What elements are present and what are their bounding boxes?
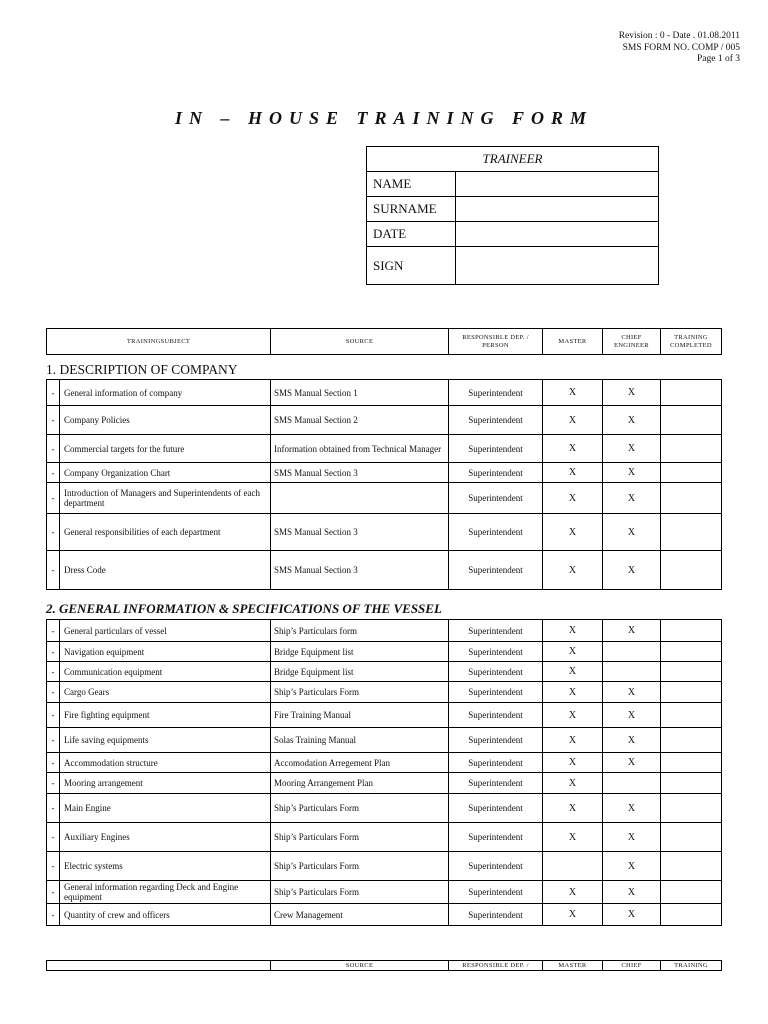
row-source: SMS Manual Section 3 [271, 463, 449, 483]
trainee-table [366, 146, 659, 285]
row-subject: Dress Code [60, 551, 271, 590]
trainee-sign-field[interactable] [456, 247, 659, 285]
trainee-date-field[interactable] [456, 222, 659, 247]
row-subject: Quantity of crew and officers [60, 904, 271, 926]
row-master-mark: X [543, 380, 603, 406]
section-2-title: 2. GENERAL INFORMATION & SPECIFICATIONS OF THE VESSEL [46, 601, 442, 616]
row-subject: Electric systems [60, 852, 271, 881]
row-master-mark: X [543, 881, 603, 904]
table-row [47, 728, 722, 753]
document-header-meta [619, 31, 740, 66]
row-responsible: Superintendent [449, 703, 543, 728]
footer-col-training: TRAINING [661, 961, 722, 971]
row-subject: Accommodation structure [60, 753, 271, 773]
column-header-table [46, 328, 722, 355]
row-master-mark: X [543, 483, 603, 514]
row-master-mark: X [543, 620, 603, 642]
row-training-completed[interactable] [661, 620, 722, 642]
row-subject: Fire fighting equipment [60, 703, 271, 728]
row-chief-mark: X [603, 852, 661, 881]
row-chief-mark: X [603, 904, 661, 926]
row-master-mark: X [543, 728, 603, 753]
row-source: Bridge Equipment list [271, 642, 449, 662]
row-subject: Introduction of Managers and Superintendents of each department [60, 483, 271, 514]
row-responsible: Superintendent [449, 406, 543, 435]
row-source: Fire Training Manual [271, 703, 449, 728]
row-chief-mark [603, 662, 661, 682]
row-dash: - [47, 823, 60, 852]
row-subject: Main Engine [60, 794, 271, 823]
row-training-completed[interactable] [661, 514, 722, 551]
row-source: Ship’s Particulars Form [271, 794, 449, 823]
row-chief-mark [603, 773, 661, 794]
row-training-completed[interactable] [661, 794, 722, 823]
table-row [47, 662, 722, 682]
row-subject: General responsibilities of each department [60, 514, 271, 551]
row-source: Ship’s Particulars Form [271, 823, 449, 852]
row-master-mark: X [543, 703, 603, 728]
row-master-mark [543, 852, 603, 881]
row-subject: Commercial targets for the future [60, 435, 271, 463]
row-dash: - [47, 514, 60, 551]
row-chief-mark: X [603, 794, 661, 823]
table-row [47, 852, 722, 881]
col-training-completed: TRAINING COMPLETED [661, 329, 722, 355]
row-dash: - [47, 380, 60, 406]
row-responsible: Superintendent [449, 514, 543, 551]
row-source: Ship’s Particulars Form [271, 881, 449, 904]
row-dash: - [47, 483, 60, 514]
row-dash: - [47, 682, 60, 703]
row-source: Ship’s Particulars Form [271, 682, 449, 703]
row-responsible: Superintendent [449, 904, 543, 926]
row-training-completed[interactable] [661, 551, 722, 590]
footer-header-table [46, 960, 722, 971]
row-dash: - [47, 852, 60, 881]
row-subject: General information regarding Deck and Engine equipment [60, 881, 271, 904]
table-row [47, 406, 722, 435]
row-subject: Mooring arrangement [60, 773, 271, 794]
row-chief-mark: X [603, 380, 661, 406]
table-row [47, 773, 722, 794]
row-responsible: Superintendent [449, 642, 543, 662]
row-chief-mark [603, 642, 661, 662]
footer-col-source: SOURCE [271, 961, 449, 971]
table-row [47, 514, 722, 551]
trainee-label-date: DATE [367, 222, 456, 247]
row-chief-mark: X [603, 881, 661, 904]
row-subject: Cargo Gears [60, 682, 271, 703]
row-master-mark: X [543, 753, 603, 773]
row-dash: - [47, 881, 60, 904]
row-dash: - [47, 435, 60, 463]
row-dash: - [47, 904, 60, 926]
row-chief-mark: X [603, 551, 661, 590]
row-dash: - [47, 773, 60, 794]
table-row [47, 703, 722, 728]
row-source [271, 483, 449, 514]
row-master-mark: X [543, 551, 603, 590]
row-responsible: Superintendent [449, 620, 543, 642]
row-master-mark: X [543, 662, 603, 682]
trainee-label-surname: SURNAME [367, 197, 456, 222]
row-source: Bridge Equipment list [271, 662, 449, 682]
row-training-completed[interactable] [661, 904, 722, 926]
row-training-completed[interactable] [661, 682, 722, 703]
row-master-mark: X [543, 904, 603, 926]
section-1-title: 1. DESCRIPTION OF COMPANY [46, 362, 238, 377]
row-dash: - [47, 662, 60, 682]
row-training-completed[interactable] [661, 483, 722, 514]
row-responsible: Superintendent [449, 483, 543, 514]
row-master-mark: X [543, 406, 603, 435]
row-chief-mark: X [603, 483, 661, 514]
footer-col-master: MASTER [543, 961, 603, 971]
row-responsible: Superintendent [449, 662, 543, 682]
row-training-completed[interactable] [661, 823, 722, 852]
row-subject: Communication equipment [60, 662, 271, 682]
row-source: SMS Manual Section 3 [271, 514, 449, 551]
row-subject: Life saving equipments [60, 728, 271, 753]
table-row [47, 551, 722, 590]
table-row [47, 823, 722, 852]
col-master: MASTER [543, 329, 603, 355]
table-row [47, 753, 722, 773]
row-master-mark: X [543, 435, 603, 463]
col-source: SOURCE [271, 329, 449, 355]
row-master-mark: X [543, 773, 603, 794]
table-row [47, 642, 722, 662]
row-responsible: Superintendent [449, 881, 543, 904]
table-row [47, 904, 722, 926]
row-subject: Navigation equipment [60, 642, 271, 662]
row-chief-mark: X [603, 682, 661, 703]
form-title: IN – HOUSE TRAINING FORM [174, 108, 594, 128]
row-responsible: Superintendent [449, 823, 543, 852]
row-source: SMS Manual Section 3 [271, 551, 449, 590]
row-responsible: Superintendent [449, 753, 543, 773]
page-number: Page 1 of 3 [696, 54, 740, 64]
row-responsible: Superintendent [449, 435, 543, 463]
row-training-completed[interactable] [661, 380, 722, 406]
row-dash: - [47, 642, 60, 662]
col-responsible: RESPONSIBLE DEP. / PERSON [449, 329, 543, 355]
row-responsible: Superintendent [449, 794, 543, 823]
row-master-mark: X [543, 682, 603, 703]
row-subject: Company Policies [60, 406, 271, 435]
row-source: SMS Manual Section 1 [271, 380, 449, 406]
row-subject: General particulars of vessel [60, 620, 271, 642]
trainee-name-field[interactable] [456, 172, 659, 197]
trainee-label-sign: SIGN [367, 247, 456, 285]
row-training-completed[interactable] [661, 435, 722, 463]
row-training-completed[interactable] [661, 852, 722, 881]
row-dash: - [47, 620, 60, 642]
row-responsible: Superintendent [449, 551, 543, 590]
footer-col-chief: CHIEF [603, 961, 661, 971]
row-master-mark: X [543, 794, 603, 823]
revision-text: Revision : 0 - Date . 01.08.2011 [618, 31, 740, 41]
trainee-label-name: NAME [367, 172, 456, 197]
row-responsible: Superintendent [449, 728, 543, 753]
row-source: Ship’s Particulars form [271, 620, 449, 642]
row-training-completed[interactable] [661, 773, 722, 794]
row-source: SMS Manual Section 2 [271, 406, 449, 435]
row-responsible: Superintendent [449, 682, 543, 703]
row-responsible: Superintendent [449, 380, 543, 406]
row-dash: - [47, 753, 60, 773]
form-number: SMS FORM NO. COMP / 005 [622, 42, 740, 53]
row-dash: - [47, 728, 60, 753]
row-master-mark: X [543, 463, 603, 483]
row-training-completed[interactable] [661, 881, 722, 904]
row-responsible: Superintendent [449, 463, 543, 483]
row-training-completed[interactable] [661, 753, 722, 773]
row-chief-mark: X [603, 406, 661, 435]
row-chief-mark: X [603, 514, 661, 551]
row-source: Accomodation Arregement Plan [271, 753, 449, 773]
footer-col-responsible: RESPONSIBLE DEP. / [449, 961, 543, 971]
row-subject: General information of company [60, 380, 271, 406]
row-subject: Auxiliary Engines [60, 823, 271, 852]
row-training-completed[interactable] [661, 703, 722, 728]
row-dash: - [47, 703, 60, 728]
row-chief-mark: X [603, 463, 661, 483]
row-source: Mooring Arrangement Plan [271, 773, 449, 794]
section-2-table [46, 619, 722, 926]
row-dash: - [47, 551, 60, 590]
row-training-completed[interactable] [661, 662, 722, 682]
row-source: Crew Management [271, 904, 449, 926]
section-1-table [46, 379, 722, 590]
row-training-completed[interactable] [661, 642, 722, 662]
row-chief-mark: X [603, 435, 661, 463]
table-row [47, 463, 722, 483]
table-row [47, 682, 722, 703]
row-training-completed[interactable] [661, 463, 722, 483]
table-row [47, 881, 722, 904]
row-source: Solas Training Manual [271, 728, 449, 753]
row-dash: - [47, 794, 60, 823]
row-chief-mark: X [603, 753, 661, 773]
row-master-mark: X [543, 514, 603, 551]
row-master-mark: X [543, 642, 603, 662]
row-chief-mark: X [603, 620, 661, 642]
row-chief-mark: X [603, 728, 661, 753]
trainee-surname-field[interactable] [456, 197, 659, 222]
row-source: Ship’s Particulars Form [271, 852, 449, 881]
row-training-completed[interactable] [661, 406, 722, 435]
col-chief-engineer: CHIEF ENGINEER [603, 329, 661, 355]
table-row [47, 483, 722, 514]
row-master-mark: X [543, 823, 603, 852]
row-subject: Company Organization Chart [60, 463, 271, 483]
row-training-completed[interactable] [661, 728, 722, 753]
row-responsible: Superintendent [449, 773, 543, 794]
row-dash: - [47, 406, 60, 435]
footer-col-subject [47, 961, 271, 971]
table-row [47, 380, 722, 406]
table-row [47, 794, 722, 823]
row-source: Information obtained from Technical Manager [271, 435, 449, 463]
row-chief-mark: X [603, 823, 661, 852]
row-chief-mark: X [603, 703, 661, 728]
trainee-heading: TRAINEER [367, 147, 659, 172]
table-row [47, 620, 722, 642]
row-responsible: Superintendent [449, 852, 543, 881]
row-dash: - [47, 463, 60, 483]
col-training-subject: TRAININGSUBJECT [47, 329, 271, 355]
table-row [47, 435, 722, 463]
